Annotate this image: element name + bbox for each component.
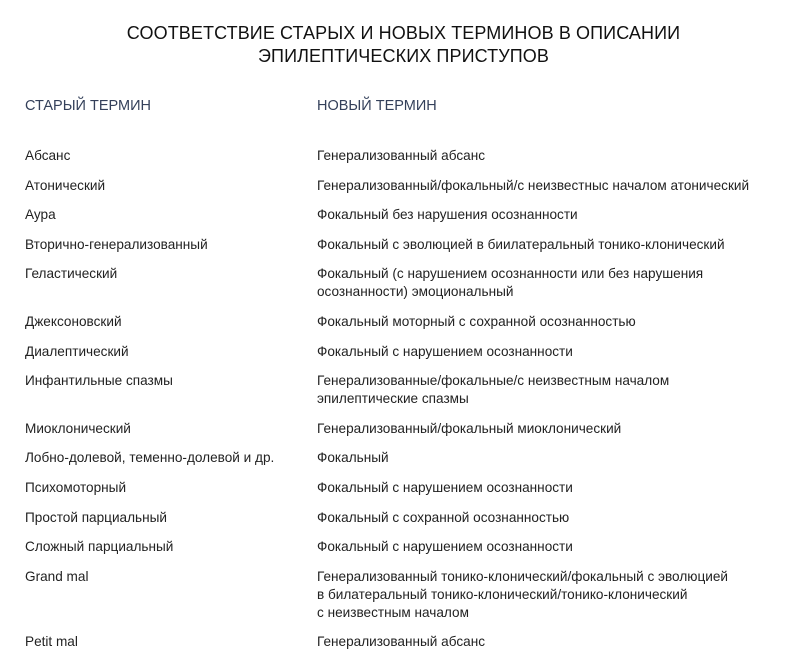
new-term-line: в билатеральный тонико-клонический/тонико-клонический xyxy=(317,586,688,602)
new-term-line: с неизвестным началом xyxy=(317,604,469,620)
new-term-header: НОВЫЙ ТЕРМИН xyxy=(317,98,437,114)
table-row xyxy=(25,236,795,254)
table-row xyxy=(25,313,795,331)
old-term: Геластический xyxy=(25,266,118,282)
new-term xyxy=(317,372,787,408)
table-row xyxy=(25,147,795,165)
table-row xyxy=(25,206,795,224)
new-term-line: Генерализованный тонико-клонический/фокальный с эволюцией xyxy=(317,568,728,584)
new-term-line: Фокальный с нарушением осознанности xyxy=(317,479,573,495)
page-title xyxy=(0,22,807,68)
new-term-line: Генерализованный/фокальный/с неизвестныс началом атонический xyxy=(317,177,750,193)
new-term xyxy=(317,479,787,497)
old-term: Джексоновский xyxy=(25,313,122,329)
column-headers xyxy=(25,98,795,118)
old-term: Абсанс xyxy=(25,148,71,163)
new-term xyxy=(317,206,787,224)
new-term xyxy=(317,568,787,622)
new-term-line: Генерализованный/фокальный миоклонический xyxy=(317,420,622,436)
new-term xyxy=(317,343,787,361)
table-row xyxy=(25,343,795,361)
new-term-line: Генерализованный абсанс xyxy=(317,634,486,650)
table-row xyxy=(25,538,795,556)
old-term: Простой парциальный xyxy=(25,509,167,525)
old-term: Атонический xyxy=(25,177,106,193)
old-term: Вторично-генерализованный xyxy=(25,236,208,252)
new-term-line: Фокальный с нарушением осознанности xyxy=(317,539,573,555)
new-term xyxy=(317,449,787,467)
terms-table xyxy=(25,147,795,663)
new-term-line: Фокальный (с нарушением осознанности или без нарушения xyxy=(317,266,704,282)
table-row xyxy=(25,479,795,497)
table-row xyxy=(25,509,795,527)
new-term-line: Фокальный с эволюцией в биилатеральный тонико-клонический xyxy=(317,236,725,252)
old-term: Grand mal xyxy=(25,568,89,584)
new-term xyxy=(317,177,787,195)
old-term: Психомоторный xyxy=(25,479,127,495)
old-term: Диалептический xyxy=(25,343,129,359)
table-row xyxy=(25,449,795,467)
new-term-line: Генерализованный абсанс xyxy=(317,148,486,163)
table-row xyxy=(25,633,795,651)
table-row xyxy=(25,420,795,438)
table-row xyxy=(25,265,795,301)
new-term xyxy=(317,147,787,165)
new-term xyxy=(317,420,787,438)
page-title-line-2: ЭПИЛЕПТИЧЕСКИХ ПРИСТУПОВ xyxy=(258,46,549,66)
new-term-line: Фокальный xyxy=(317,450,389,466)
new-term xyxy=(317,538,787,556)
new-term-line: эпилептические спазмы xyxy=(317,391,469,407)
old-term: Инфантильные спазмы xyxy=(25,373,173,389)
new-term-line: Фокальный моторный с сохранной осознанностью xyxy=(317,313,636,329)
new-term xyxy=(317,509,787,527)
new-term-line: осознанности) эмоциональный xyxy=(317,284,514,300)
old-term: Лобно-долевой, теменно-долевой и др. xyxy=(25,450,275,466)
new-term xyxy=(317,633,787,651)
old-term: Сложный парциальный xyxy=(25,539,174,555)
old-term: Petit mal xyxy=(25,634,78,650)
new-term xyxy=(317,313,787,331)
new-term xyxy=(317,265,787,301)
old-term: Миоклонический xyxy=(25,420,131,436)
table-row xyxy=(25,177,795,195)
new-term-line: Фокальный с сохранной осознанностью xyxy=(317,509,570,525)
new-term xyxy=(317,236,787,254)
new-term-line: Фокальный без нарушения осознанности xyxy=(317,207,578,223)
old-term-header: СТАРЫЙ ТЕРМИН xyxy=(25,98,152,114)
table-row xyxy=(25,372,795,408)
new-term-line: Генерализованные/фокальные/с неизвестным началом xyxy=(317,373,670,389)
page-title-line-1: СООТВЕТСТВИЕ СТАРЫХ И НОВЫХ ТЕРМИНОВ В ОПИСАНИИ xyxy=(126,23,681,43)
old-term: Аура xyxy=(25,207,56,223)
table-row xyxy=(25,568,795,622)
new-term-line: Фокальный с нарушением осознанности xyxy=(317,343,573,359)
